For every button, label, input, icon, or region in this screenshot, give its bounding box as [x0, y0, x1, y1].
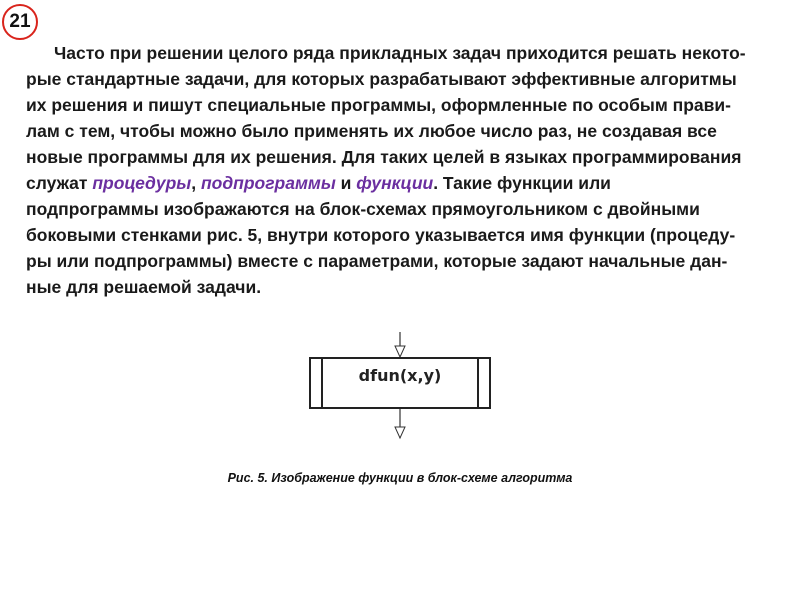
text-line: подпрограммы изображаются на блок-схемах прямоугольником с двойными [26, 199, 700, 219]
function-label: dfun(x,y) [358, 366, 442, 385]
keyword-procedures: процедуры [92, 173, 192, 193]
figure-caption: Рис. 5. Изображение функции в блок-схеме алгоритма [227, 471, 573, 485]
text-line: новые программы для их решения. Для таких целей в языках программирования [26, 147, 742, 167]
keyword-functions: функции [356, 173, 434, 193]
text-line: служат процедуры, подпрограммы и функции. Такие функции или [26, 173, 611, 193]
text-line: Часто при решении целого ряда прикладных задач приходится решать некото- [54, 43, 746, 63]
text-line: рые стандартные задачи, для которых разрабатывают эффективные алгоритмы [26, 69, 737, 89]
incoming-arrow [395, 332, 405, 357]
keyword-subprograms: подпрограммы [200, 173, 336, 193]
text-line: боковыми стенками рис. 5, внутри которого указывается имя функции (процеду- [26, 225, 736, 245]
slide-number-badge: 21 [2, 4, 38, 40]
text-line: ры или подпрограммы) вместе с параметрами, которые задают начальные дан- [26, 251, 728, 271]
outgoing-arrow [395, 409, 405, 438]
text-line: ные для решаемой задачи. [26, 277, 262, 297]
text-line: лам с тем, чтобы можно было применять их любое число раз, не создавая все [26, 121, 717, 141]
text-line: их решения и пишут специальные программы, оформленные по особым прави- [26, 95, 731, 115]
